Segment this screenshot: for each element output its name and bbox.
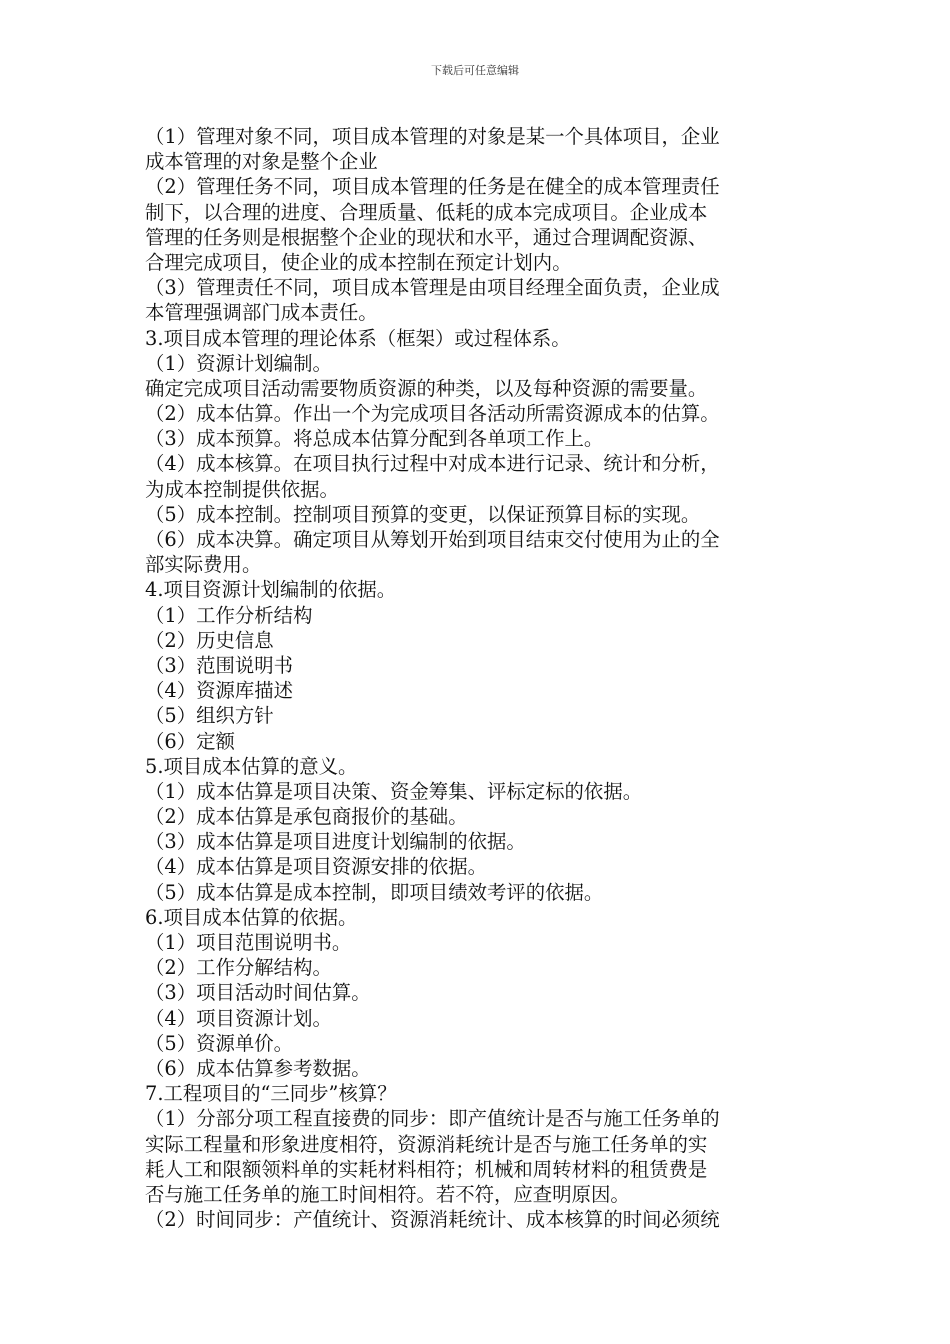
text-line: （2）工作分解结构。: [145, 956, 332, 980]
text-line: 确定完成项目活动需要物质资源的种类，以及每种资源的需要量。: [145, 376, 708, 400]
text-line: （3）范围说明书: [145, 653, 294, 677]
text-line: 否与施工任务单的施工时间相符。若不符，应查明原因。: [145, 1182, 630, 1206]
text-line: （5）组织方针: [145, 704, 274, 728]
text-line: （5）成本控制。控制项目预算的变更，以保证预算目标的实现。: [145, 502, 701, 526]
text-line: （1）工作分析结构: [145, 603, 313, 627]
text-line: 部实际费用。: [145, 553, 262, 577]
text-line: （2）成本估算是承包商报价的基础。: [145, 805, 468, 829]
text-line: （3）成本预算。将总成本估算分配到各单项工作上。: [145, 427, 604, 451]
text-line: （1）成本估算是项目决策、资金筹集、评标定标的依据。: [145, 779, 643, 803]
text-line: 成本管理的对象是整个企业: [145, 150, 378, 174]
section-heading: 3.项目成本管理的理论体系（框架）或过程体系。: [145, 326, 571, 350]
text-line: （5）资源单价。: [145, 1031, 294, 1055]
text-line: 制下，以合理的进度、合理质量、低耗的成本完成项目。企业成本: [145, 200, 708, 224]
text-line: （4）项目资源计划。: [145, 1006, 332, 1030]
text-line: （2）管理任务不同，项目成本管理的任务是在健全的成本管理责任: [145, 175, 720, 199]
section-heading: 5.项目成本估算的意义。: [145, 754, 358, 778]
section-heading: 6.项目成本估算的依据。: [145, 905, 358, 929]
text-line: （2）时间同步：产值统计、资源消耗统计、成本核算的时间必须统: [145, 1208, 720, 1232]
text-line: （1）资源计划编制。: [145, 351, 332, 375]
text-line: 实际工程量和形象进度相符，资源消耗统计是否与施工任务单的实: [145, 1132, 708, 1156]
text-line: （2）成本估算。作出一个为完成项目各活动所需资源成本的估算。: [145, 402, 720, 426]
text-line: （1）分部分项工程直接费的同步：即产值统计是否与施工任务单的: [145, 1107, 720, 1131]
text-line: 耗人工和限额领料单的实耗材料相符；机械和周转材料的租赁费是: [145, 1157, 708, 1181]
text-line: （6）定额: [145, 729, 235, 753]
text-line: （4）成本估算是项目资源安排的依据。: [145, 855, 487, 879]
text-line: 管理的任务则是根据整个企业的现状和水平，通过合理调配资源、: [145, 225, 708, 249]
text-line: （5）成本估算是成本控制，即项目绩效考评的依据。: [145, 880, 604, 904]
text-line: （3）管理责任不同，项目成本管理是由项目经理全面负责，企业成: [145, 276, 720, 300]
text-line: （1）管理对象不同，项目成本管理的对象是某一个具体项目，企业: [145, 125, 720, 148]
text-line: （1）项目范围说明书。: [145, 931, 352, 954]
text-line: （4）资源库描述: [145, 679, 294, 703]
text-line: 合理完成项目，使企业的成本控制在预定计划内。: [145, 250, 572, 274]
text-line: （2）历史信息: [145, 628, 274, 652]
text-line: 为成本控制提供依据。: [145, 477, 339, 501]
text-line: 本管理强调部门成本责任。: [145, 301, 378, 325]
text-line: （6）成本决算。确定项目从筹划开始到项目结束交付使用为止的全: [145, 528, 720, 551]
document-body: [145, 124, 807, 1232]
text-line: （4）成本核算。在项目执行过程中对成本进行记录、统计和分析，: [145, 452, 720, 476]
text-line: （6）成本估算参考数据。: [145, 1056, 371, 1080]
section-heading: 4.项目资源计划编制的依据。: [145, 578, 397, 602]
section-heading: 7.工程项目的“三同步”核算？: [145, 1082, 397, 1106]
text-line: （3）成本估算是项目进度计划编制的依据。: [145, 830, 526, 854]
page-header: 下载后可任意编辑: [431, 64, 519, 77]
text-line: （3）项目活动时间估算。: [145, 981, 371, 1005]
